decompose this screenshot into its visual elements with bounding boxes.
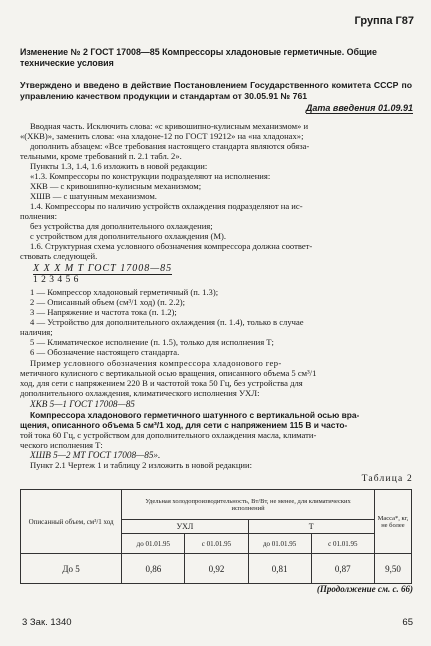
col-header-group: Удельная холодопроизводительность, Вт/Вт, не менее, для климатических исполнений <box>122 490 375 520</box>
example2-line: той тока 60 Гц, с устройством для дополнительного охлаждения масла, климати- <box>20 430 317 440</box>
body-line: «(ХКВ)», заменить слова: «на хладоне-12 по ГОСТ 19212» на «на хладонах»; <box>20 131 304 141</box>
approval-note: Утверждено и введено в действие Постановлением Государственного комитета СССР по управлению качеством продукции и стандартам от 30.05.91 № 761 <box>20 80 412 101</box>
body-line: ХКВ — с кривошипно-кулисным механизмом; <box>30 181 202 191</box>
designation-positions: 1 2 3 4 5 6 <box>33 275 79 285</box>
example2-line: Компрессора хладонового герметичного шатунного с вертикальной осью вра- <box>30 410 360 420</box>
body-line: без устройства для дополнительного охлаждения; <box>30 221 213 231</box>
point-2-1: Пункт 2.1 Чертеж 1 и таблицу 2 изложить в новой редакции: <box>30 460 253 470</box>
body-line: 1.4. Компрессоры по наличию устройств охлаждения подразделяют на ис- <box>30 201 303 211</box>
example2-line: ческого исполнения Т: <box>20 440 103 450</box>
body-line: 1.6. Структурная схема условного обозначения компрессора должна соответ- <box>30 241 313 251</box>
table-cell: 0,81 <box>248 554 311 584</box>
body-line: тельными, кроме требований п. 2.1 табл. 2». <box>20 151 182 161</box>
order-number: 3 Зак. 1340 <box>22 617 72 628</box>
example-designation-1: ХКВ 5—1 ГОСТ 17008—85 <box>30 399 135 409</box>
table-cell: 0,86 <box>122 554 185 584</box>
body-line: ХШВ — с шатунным механизмом. <box>30 191 157 201</box>
table-row <box>21 554 412 584</box>
example-line: Пример условного обозначения компрессора хладонового гер- <box>30 358 282 368</box>
continuation-note: (Продолжение см. с. 66) <box>316 584 413 594</box>
table-title: Таблица 2 <box>361 474 413 484</box>
col-header-volume: Описанный объем, см³/1 ход <box>21 490 122 554</box>
example-line: метичного кулисного с вертикальной осью вращения, описанного объема 5 см³/1 <box>20 368 317 378</box>
legend-item: 6 — Обозначение настоящего стандарта. <box>30 347 180 357</box>
col-header-sub: с 01.01.95 <box>185 534 248 554</box>
body-line: полнения: <box>20 211 58 221</box>
table-cell: До 5 <box>21 554 122 584</box>
body-line: с устройством для дополнительного охлаждения (М). <box>30 231 226 241</box>
document-title: Изменение № 2 ГОСТ 17008—85 Компрессоры хладоновые герметичные. Общие технические условия <box>20 47 377 68</box>
body-line: Пункты 1.3, 1.4, 1.6 изложить в новой редакции: <box>30 161 208 171</box>
example-line: ход, для сети с напряжением 220 В и частотой тока 50 Гц, без устройства для <box>20 378 303 388</box>
legend-item: 2 — Описанный объем (см³/1 ход) (п. 2.2); <box>30 297 186 307</box>
example-designation-2: ХШВ 5—2 МТ ГОСТ 17008—85». <box>30 450 161 460</box>
col-header-uhl: УХЛ <box>122 520 248 534</box>
table-cell: 0,87 <box>311 554 374 584</box>
example2-line: щения, описанного объема 5 см³/1 ход, для сети с напряжением 115 В и часто- <box>20 420 348 430</box>
designation-formula: Х Х Х М Т ГОСТ 17008—85 <box>33 263 173 274</box>
legend-item: 1 — Компрессор хладоновый герметичный (п. 1.3); <box>30 287 219 297</box>
col-header-sub: до 01.01.95 <box>122 534 185 554</box>
group-code: Группа Г87 <box>354 15 414 27</box>
legend-item: 4 — Устройство для дополнительного охлаждения (п. 1.4), только в случае <box>30 317 304 327</box>
col-header-sub: до 01.01.95 <box>248 534 311 554</box>
example-line: дополнительного охлаждения, климатического исполнения УХЛ: <box>20 388 260 398</box>
body-line: Вводная часть. Исключить слова: «с кривошипно-кулисным механизмом» и <box>30 121 309 131</box>
body-line: ствовать следующей. <box>20 251 98 261</box>
body-line: «1.3. Компрессоры по конструкции подразделяют на исполнения: <box>30 171 271 181</box>
effective-date: Дата введения 01.09.91 <box>305 103 413 113</box>
col-header-t: Т <box>248 520 374 534</box>
legend-item: наличия; <box>20 327 53 337</box>
table-cell: 0,92 <box>185 554 248 584</box>
body-line: дополнить абзацем: «Все требования настоящего стандарта являются обяза- <box>30 141 310 151</box>
table-2 <box>20 489 412 584</box>
table-cell: 9,50 <box>374 554 411 584</box>
legend-item: 3 — Напряжение и частота тока (п. 1.2); <box>30 307 177 317</box>
legend-item: 5 — Климатическое исполнение (п. 1.5), только для исполнения Т; <box>30 337 274 347</box>
page-number: 65 <box>402 617 413 628</box>
col-header-mass: Масса*, кг, не более <box>374 490 411 554</box>
col-header-sub: с 01.01.95 <box>311 534 374 554</box>
